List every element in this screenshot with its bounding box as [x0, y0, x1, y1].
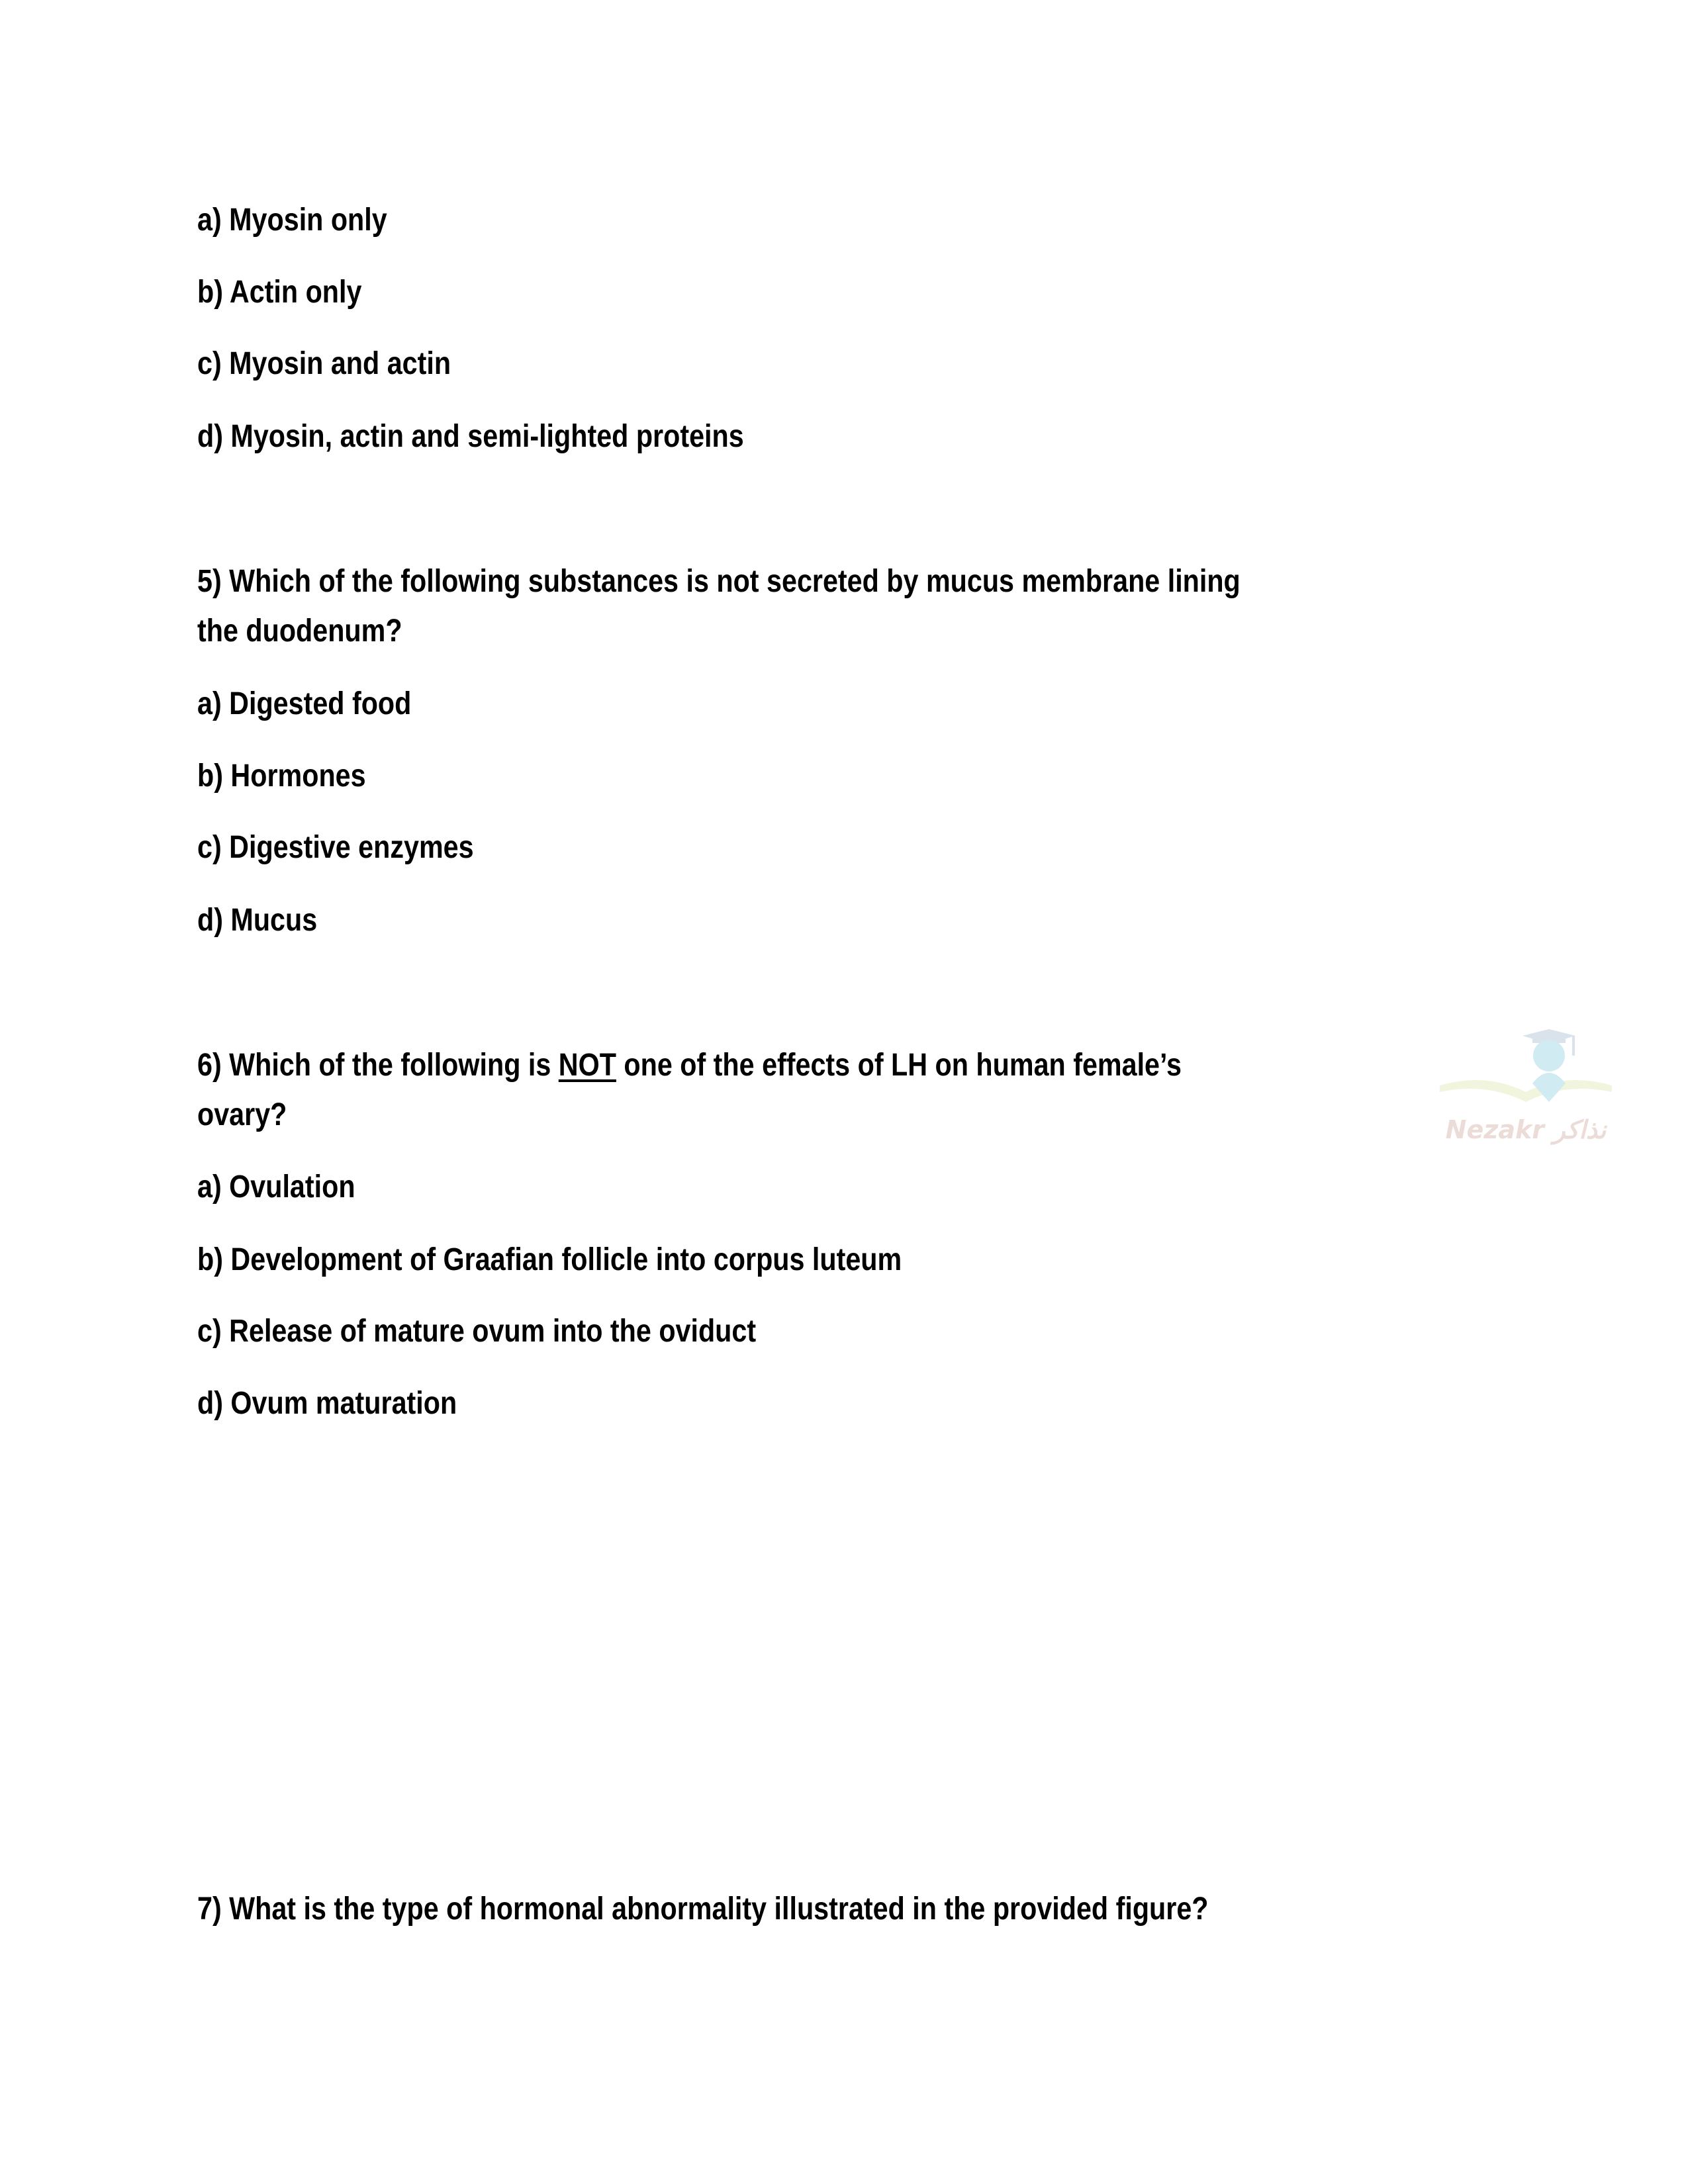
q6-option-b: b) Development of Graafian follicle into corpus luteum	[197, 1242, 902, 1277]
q6-option-c: c) Release of mature ovum into the oviduct	[197, 1314, 757, 1349]
q6-question-line1	[197, 1046, 1182, 1085]
q6-pre: 6) Which of the following is	[197, 1048, 559, 1083]
q6-question-line2: ovary?	[197, 1097, 287, 1132]
q6-option-d: d) Ovum maturation	[197, 1386, 457, 1421]
q4-option-a: a) Myosin only	[197, 203, 387, 238]
q6-option-a: a) Ovulation	[197, 1169, 355, 1205]
nezakr-logo-watermark	[1433, 1016, 1618, 1148]
q5-option-b: b) Hormones	[197, 758, 366, 794]
q4-option-c: c) Myosin and actin	[197, 346, 451, 381]
q6-not-emphasis: NOT	[558, 1048, 616, 1083]
q5-option-d: d) Mucus	[197, 903, 318, 938]
q7-question-line1: 7) What is the type of hormonal abnormality illustrated in the provided figure?	[197, 1891, 1209, 1927]
watermark-text: Nezakr نذاكر	[1445, 1115, 1607, 1144]
q6-post: one of the effects of LH on human female’s	[616, 1048, 1182, 1083]
q4-option-b: b) Actin only	[197, 275, 362, 310]
q5-option-a: a) Digested food	[197, 686, 412, 721]
q5-option-c: c) Digestive enzymes	[197, 830, 474, 865]
q4-option-d: d) Myosin, actin and semi-lighted proteins	[197, 419, 744, 454]
q5-question-line1: 5) Which of the following substances is not secreted by mucus membrane lining	[197, 564, 1241, 599]
q5-question-line2: the duodenum?	[197, 614, 402, 649]
